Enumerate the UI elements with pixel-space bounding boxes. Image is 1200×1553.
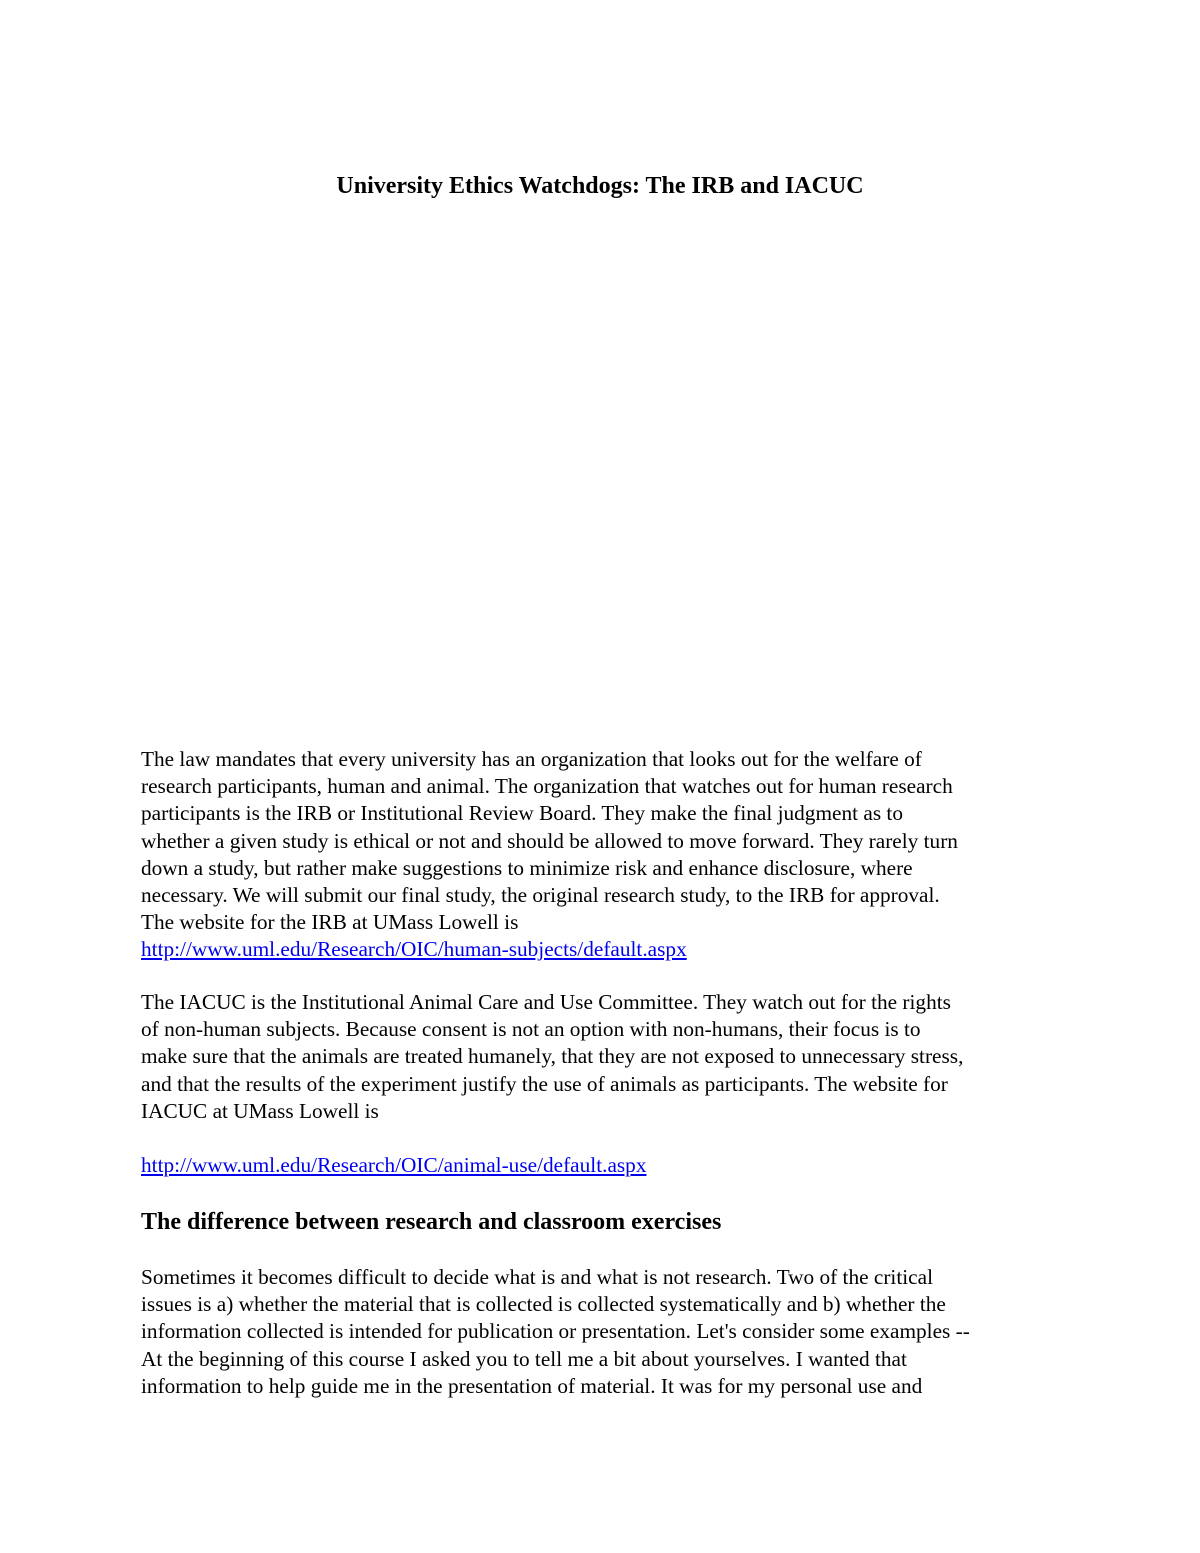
paragraph-line: make sure that the animals are treated humanely, that they are not exposed to unnecessary stress, xyxy=(141,1044,964,1069)
paragraph-line: and that the results of the experiment justify the use of animals as participants. The website for xyxy=(141,1071,948,1096)
paragraph-line: The law mandates that every university has an organization that looks out for the welfare of xyxy=(141,747,922,771)
paragraph-line: The IACUC is the Institutional Animal Care and Use Committee. They watch out for the rights xyxy=(141,990,951,1014)
document-title: University Ethics Watchdogs: The IRB and IACUC xyxy=(336,173,864,199)
paragraph-line: whether a given study is ethical or not and should be allowed to move forward. They rarely turn xyxy=(141,828,958,853)
paragraph-line: of non-human subjects. Because consent is not an option with non-humans, their focus is to xyxy=(141,1017,921,1042)
paragraph-line: necessary. We will submit our final study, the original research study, to the IRB for approval. xyxy=(141,882,940,907)
paragraph-line: down a study, but rather make suggestions to minimize risk and enhance disclosure, where xyxy=(141,855,913,880)
iacuc-link-block xyxy=(141,1152,1071,1179)
paragraph-line: IACUC at UMass Lowell is xyxy=(141,1098,379,1123)
paragraph-line: participants is the IRB or Institutional Review Board. They make the final judgment as to xyxy=(141,801,903,826)
section-heading: The difference between research and classroom exercises xyxy=(141,1209,722,1235)
irb-website-link[interactable]: http://www.uml.edu/Research/OIC/human-subjects/default.aspx xyxy=(141,937,687,962)
paragraph-line: information to help guide me in the presentation of material. It was for my personal use and xyxy=(141,1373,923,1398)
paragraph-line: research participants, human and animal. The organization that watches out for human research xyxy=(141,774,953,799)
paragraph-line: information collected is intended for publication or presentation. Let's consider some examples -- xyxy=(141,1319,970,1344)
paragraph-line: At the beginning of this course I asked you to tell me a bit about yourselves. I wanted that xyxy=(141,1346,907,1371)
iacuc-paragraph xyxy=(141,989,1071,1125)
paragraph-line: Sometimes it becomes difficult to decide what is and what is not research. Two of the critical xyxy=(141,1265,933,1289)
paragraph-line: issues is a) whether the material that is collected is collected systematically and b) whether the xyxy=(141,1292,946,1317)
research-vs-classroom-paragraph xyxy=(141,1264,1071,1400)
paragraph-line: The website for the IRB at UMass Lowell is xyxy=(141,910,519,935)
iacuc-website-link[interactable]: http://www.uml.edu/Research/OIC/animal-use/default.aspx xyxy=(141,1153,647,1177)
irb-paragraph xyxy=(141,746,1071,964)
